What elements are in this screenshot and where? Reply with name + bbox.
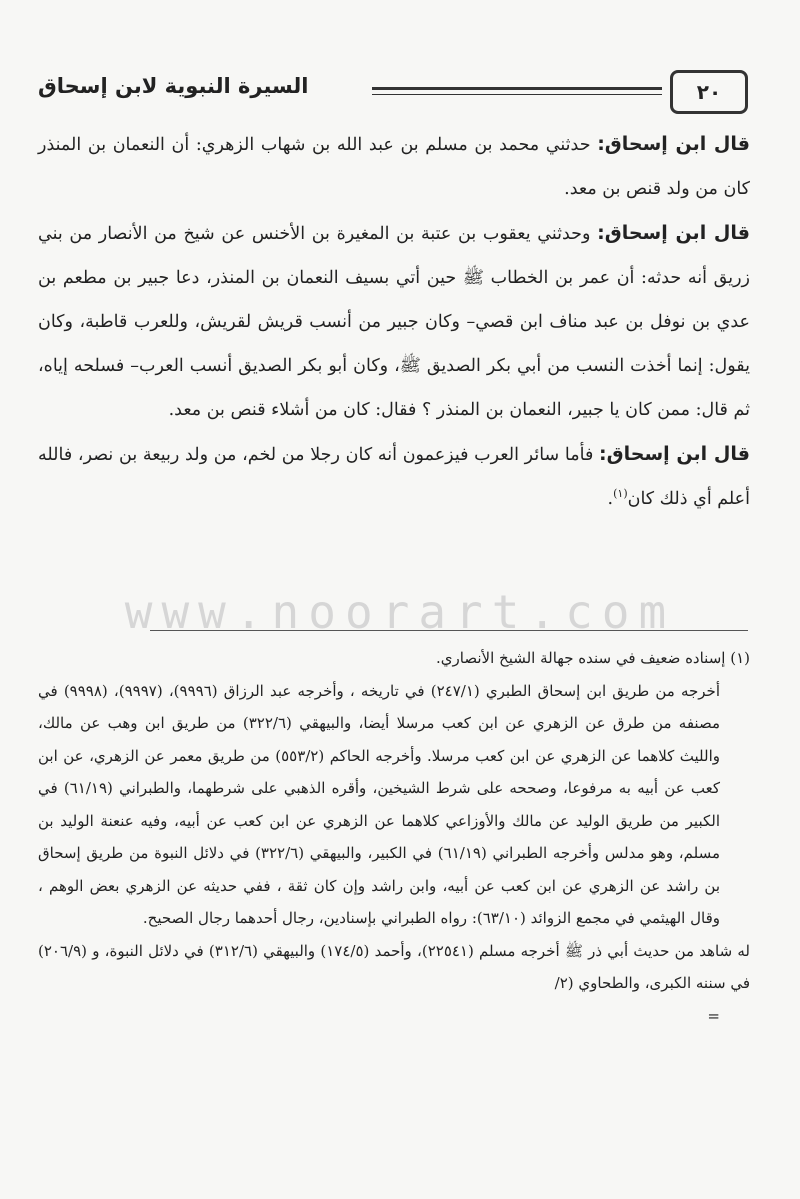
paragraph-1 xyxy=(38,122,750,211)
watermark: www.noorart.com xyxy=(124,585,676,635)
paragraph-2 xyxy=(38,211,750,432)
footnote-reference: (١) xyxy=(613,487,628,501)
page-number: ٢٠ xyxy=(670,70,748,114)
paragraph-text: حدثني محمد بن مسلم بن عبد الله بن شهاب الزهري: أن النعمان بن المنذر كان من ولد قنص بن معد. xyxy=(38,135,750,199)
paragraph-3 xyxy=(38,432,750,521)
header-rule-thin xyxy=(372,94,662,95)
speaker-label: قال ابن إسحاق: xyxy=(597,222,750,244)
main-text xyxy=(38,122,750,521)
paragraph-end: . xyxy=(607,489,614,509)
speaker-label: قال ابن إسحاق: xyxy=(597,133,750,155)
page-header xyxy=(38,60,748,120)
footnote-1-body: أخرجه من طريق ابن إسحاق الطبري (٢٤٧/١) في تاريخه ، وأخرجه عبد الرزاق (٩٩٩٦)، (٩٩٩٧)، (٩٩٩٨) في مصنفه من طرق عن الزهري عن ابن كعب مرسلا أيضا، والبيهقي (٣٢٢/٦) من طريق ابن وهب عن مالك، والليث كلاهما عن الزهري عن ابن كعب مرسلا. وأخرجه الحاكم (٥٥٣/٢) من طريق معمر عن الزهري، عن ابن كعب عن أبيه به مرفوعا، وصححه على شرط الشيخين، وأقره الذهبي على شرطهما، والطبراني (٦١/١٩) في الكبير من طريق الوليد عن مالك والأوزاعي كلاهما عن الزهري عن ابن كعب عن أبيه، وفيه عنعنة الوليد بن مسلم، وهو مدلس وأخرجه الطبراني (٦١/١٩) في الكبير، والبيهقي (٣٢٢/٦) في دلائل النبوة من طريق إسحاق بن راشد عن الزهري عن ابن كعب عن أبيه، وابن راشد وإن كان ثقة ، ففي حديثه عن الزهري بعض الوهم ، وقال الهيثمي في مجمع الزوائد (٦٣/١٠): رواه الطبراني بإسنادين، رجال أحدهما رجال الصحيح. xyxy=(38,681,721,927)
header-rule xyxy=(372,87,662,90)
footnote-1: (١) إسناده ضعيف في سنده جهالة الشيخ الأنصاري. xyxy=(436,649,750,667)
paragraph-text: وحدثني يعقوب بن عتبة بن المغيرة بن الأخنس عن شيخ من الأنصار من بني زريق أنه حدثه: أن عمر بن الخطاب ﷺ حين أتي بسيف النعمان بن المنذر، دعا جبير بن مطعم بن عدي بن نوفل بن عبد مناف ابن قصي– وكان جبير من أنسب قريش لقريش، وللعرب قاطبة، وكان يقول: إنما أخذت النسب من أبي بكر الصديق ﷺ، وكان أبو بكر الصديق أنسب العرب– فسلحه إياه، ثم قال: ممن كان يا جبير، النعمان بن المنذر ؟ فقال: كان من أشلاء قنص بن معد. xyxy=(38,224,750,420)
footnotes xyxy=(38,642,750,1032)
footnote-separator xyxy=(150,630,748,631)
footnote-continuation-mark: = xyxy=(707,1006,720,1025)
footnote-1-witness: له شاهد من حديث أبي ذر ﷺ أخرجه مسلم (٢٢٥٤١)، وأحمد (١٧٤/٥) والبيهقي (٣١٢/٦) في دلائل النبوة، و (٢٠٦/٩) في سننه الكبرى، والطحاوي (٢/ xyxy=(38,941,750,992)
speaker-label: قال ابن إسحاق: xyxy=(599,443,750,465)
book-title: السيرة النبوية لابن إسحاق xyxy=(38,74,309,98)
paragraph-text: فأما سائر العرب فيزعمون أنه كان رجلا من لخم، من ولد ربيعة بن نصر، فالله أعلم أي ذلك كان xyxy=(38,445,750,509)
